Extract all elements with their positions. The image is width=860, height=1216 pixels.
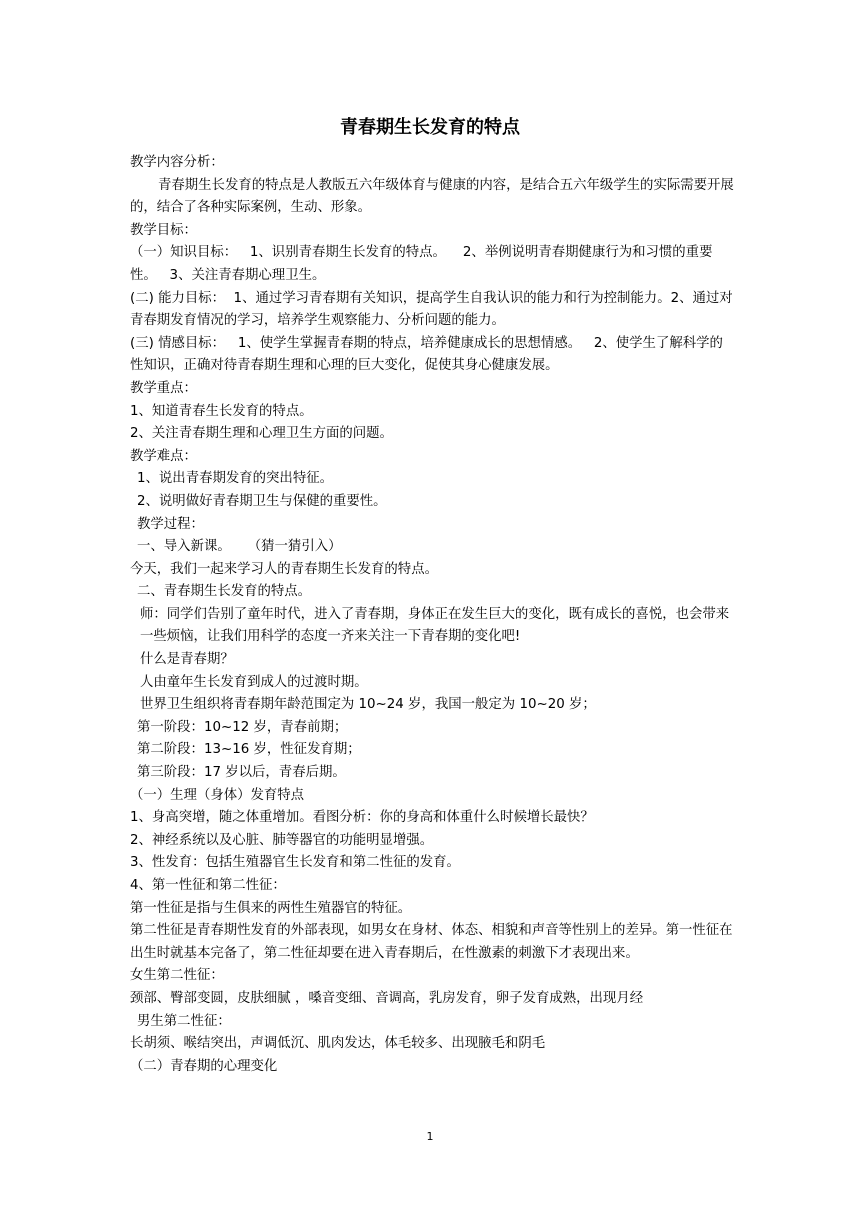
paragraph: 世界卫生组织将青春期年龄范围定为 10~24 岁，我国一般定为 10~20 岁；	[140, 697, 596, 713]
paragraph: （二）青春期的心理变化	[130, 1058, 278, 1074]
paragraph: 第三阶段：17 岁以后，青春后期。	[137, 765, 346, 781]
paragraph: 教学难点：	[130, 448, 197, 464]
paragraph: 今天，我们一起来学习人的青春期生长发育的特点。	[130, 561, 438, 577]
page-number: 1	[426, 1130, 434, 1143]
paragraph: 长胡须、喉结突出，声调低沉、肌肉发达，体毛较多、出现腋毛和阴毛	[130, 1036, 546, 1052]
paragraph: 师：同学们告别了童年时代，进入了青春期，身体正在发生巨大的变化，既有成长的喜悦，也会带来一些烦恼，让我们用科学的态度一齐来关注一下青春期的变化吧!	[140, 606, 730, 645]
paragraph: 第一性征是指与生俱来的两性生殖器官的特征。	[130, 900, 412, 916]
document-title: 青春期生长发育的特点	[340, 117, 520, 138]
paragraph: 人由童年生长发育到成人的过渡时期。	[140, 674, 368, 690]
paragraph: 女生第二性征：	[130, 968, 224, 984]
paragraph: 一、导入新课。 （猜一猜引入）	[137, 539, 342, 555]
paragraph: 1、身高突增，随之体重增加。看图分析：你的身高和体重什么时候增长最快？	[130, 810, 594, 826]
document-body	[130, 152, 736, 1078]
paragraph: 二、青春期生长发育的特点。	[137, 584, 312, 600]
paragraph: 青春期生长发育的特点是人教版五六年级体育与健康的内容，是结合五六年级学生的实际需要开展的，结合了各种实际案例，生动、形象。	[130, 177, 734, 216]
paragraph: 3、性发育：包括生殖器官生长发育和第二性征的发育。	[130, 855, 460, 871]
paragraph: 颈部、臀部变圆，皮肤细腻 ，嗓音变细、音调高，乳房发育，卵子发育成熟，出现月经	[130, 990, 644, 1006]
paragraph: 第二性征是青春期性发育的外部表现，如男女在身材、体态、相貌和声音等性别上的差异。第一性征在出生时就基本完备了，第二性征却要在进入青春期后，在性激素的刺激下才表现出来。	[130, 923, 733, 961]
paragraph: 教学内容分析：	[130, 155, 224, 170]
paragraph: 4、第一性征和第二性征：	[130, 878, 286, 893]
paragraph: 教学目标：	[130, 222, 197, 238]
paragraph: 第二阶段：13~16 岁，性征发育期；	[137, 742, 361, 758]
paragraph: 教学重点：	[130, 380, 197, 396]
paragraph: 2、说明做好青春期卫生与保健的重要性。	[137, 493, 387, 509]
paragraph: 2、神经系统以及心脏、肺等器官的功能明显增强。	[130, 832, 434, 848]
paragraph: (二) 能力目标： 1、通过学习青春期有关知识，提高学生自我认识的能力和行为控制能力。2、通过对青春期发育情况的学习，培养学生观察能力、分析问题的能力。	[130, 290, 733, 329]
paragraph: 第一阶段：10~12 岁，青春前期；	[137, 719, 348, 735]
paragraph: （一）生理（身体）发育特点	[130, 787, 305, 803]
paragraph: 1、知道青春生长发育的特点。	[130, 403, 313, 419]
paragraph: （一）知识目标： 1、识别青春期生长发育的特点。 2、举例说明青春期健康行为和习惯的重要性。 3、关注青春期心理卫生。	[130, 245, 713, 283]
paragraph: 1、说出青春期发育的突出特征。	[137, 471, 333, 487]
paragraph: 男生第二性征：	[137, 1013, 231, 1029]
paragraph: (三) 情感目标： 1、使学生掌握青春期的特点，培养健康成长的思想情感。 2、使学生了解科学的性知识，正确对待青春期生理和心理的巨大变化，促使其身心健康发展。	[130, 335, 723, 374]
paragraph: 2、关注青春期生理和心理卫生方面的问题。	[130, 426, 393, 442]
paragraph: 教学过程：	[137, 516, 204, 532]
paragraph: 什么是青春期？	[140, 652, 234, 668]
